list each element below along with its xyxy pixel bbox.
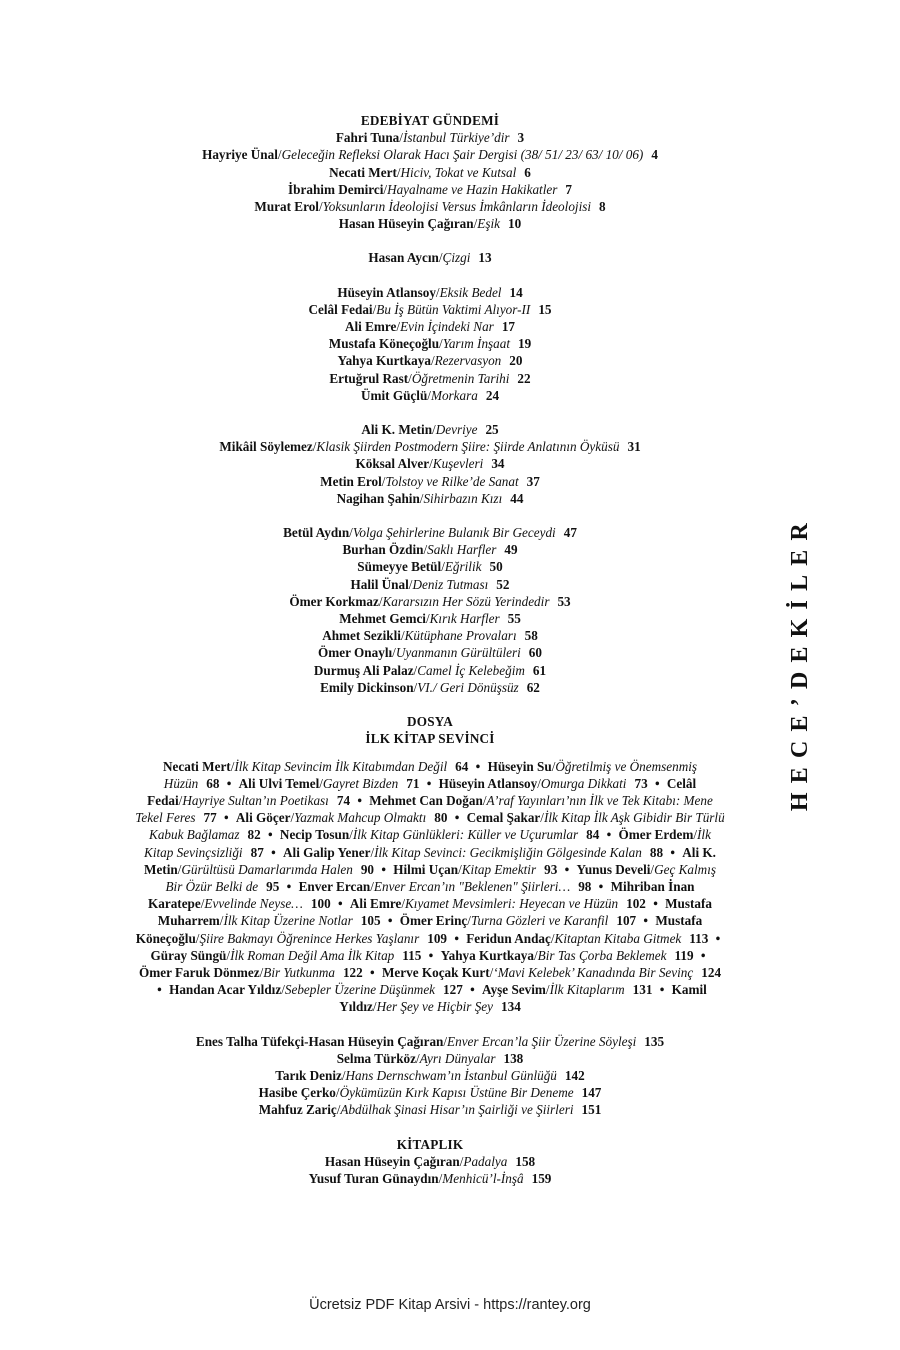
entry-author: Nagihan Şahin xyxy=(336,490,420,506)
entry-title: Öğretilmiş ve Önemsenmiş Hüzün xyxy=(163,758,698,791)
toc-entry: Selma Türköz/Ayrı Dünyalar 138 xyxy=(336,1050,524,1066)
entry-title: Padalya xyxy=(463,1153,508,1169)
bullet-separator: • xyxy=(700,947,706,963)
entry-title: Öykümüzün Kırk Kapısı Üstüne Bir Deneme xyxy=(339,1085,574,1101)
entry-title: Bir Yutkunma xyxy=(263,964,335,980)
entry-page: 77 xyxy=(203,810,217,826)
entry-author: Ömer Korkmaz xyxy=(289,593,379,609)
entry-author: Ayşe Sevim xyxy=(482,982,546,998)
entry-title: Eğrilik xyxy=(444,559,482,575)
dosya-entry: Mustafa Muharrem/İlk Kitap Üzerine Notlar 105 xyxy=(157,896,712,929)
toc-entry: Tarık Deniz/Hans Dernschwam’ın İstanbul Günlüğü 142 xyxy=(275,1067,585,1083)
toc-entry: Yahya Kurtkaya/Rezervasyon 20 xyxy=(337,353,523,369)
entry-title: Bu İş Bütün Vaktimi Alıyor-II xyxy=(376,301,531,317)
entry-page: 7 xyxy=(565,181,572,197)
entry-author: Güray Süngü xyxy=(150,947,227,963)
entry-page: 134 xyxy=(501,999,521,1015)
entry-author: Hüseyin Su xyxy=(487,758,552,774)
entry-page: 52 xyxy=(496,576,510,592)
toc-entry: Mustafa Köneçoğlu/Yarım İnşaat 19 xyxy=(328,336,532,352)
entry-title: Kararsızın Her Sözü Yerindedir xyxy=(382,593,550,609)
entry-title: İlk Roman Değil Ama İlk Kitap xyxy=(230,947,395,963)
entry-author: Ali Galip Yener xyxy=(283,844,371,860)
entry-page: 142 xyxy=(564,1067,585,1083)
entry-author: Mehmet Can Doğan xyxy=(369,792,483,808)
entry-title: Camel İç Kelebeğim xyxy=(417,662,525,678)
entry-author: Ali K. Metin xyxy=(144,844,716,877)
bullet-separator: • xyxy=(157,982,162,998)
toc-entry: Ömer Korkmaz/Kararsızın Her Sözü Yerindedir 53 xyxy=(289,593,571,609)
entry-page: 8 xyxy=(599,199,606,215)
dosya-entry: Celâl Fedai/Hayriye Sultan’ın Poetikası 74 xyxy=(147,775,697,808)
entry-page: 95 xyxy=(266,878,280,894)
entry-author: Ümit Güçlü xyxy=(360,387,428,403)
bullet-separator: • xyxy=(268,827,273,843)
toc-entry: Hayriye Ünal/Geleceğin Refleksi Olarak Hacı Şair Dergisi (38/ 51/ 23/ 63/ 10/ 06) 4 xyxy=(202,147,658,163)
dosya-entry: Feridun Andaç/Kitaptan Kitaba Gitmek 113 xyxy=(466,930,709,946)
entry-page: 84 xyxy=(586,827,600,843)
entry-page: 50 xyxy=(489,559,503,575)
toc-entry: Celâl Fedai/Bu İş Bütün Vaktimi Alıyor-II 15 xyxy=(308,301,552,317)
entry-title: Kütüphane Provaları xyxy=(404,628,517,644)
entry-author: Merve Koçak Kurt xyxy=(381,964,490,980)
entry-author: Yusuf Turan Günaydın xyxy=(308,1170,439,1186)
entry-author: Necati Mert xyxy=(329,164,397,180)
entry-page: 31 xyxy=(627,439,641,455)
toc-entry: Sümeyye Betül/Eğrilik 50 xyxy=(357,559,503,575)
toc-entry: Mahfuz Zariç/Abdülhak Şinasi Hisar’ın Şairliği ve Şiirleri 151 xyxy=(258,1102,602,1118)
entry-page: 71 xyxy=(406,775,420,791)
entry-title: Yoksunların İdeolojisi Versus İmkânların İdeolojisi xyxy=(322,199,592,215)
entry-author: Burhan Özdin xyxy=(342,542,424,558)
bullet-separator: • xyxy=(654,775,660,791)
dosya-entry: Yunus Develi/Geç Kalmış Bir Özür Belki de 95 xyxy=(165,861,716,894)
entry-author: Ömer Erdem xyxy=(618,827,694,843)
entry-page: 124 xyxy=(701,964,722,980)
entry-author: Ömer Faruk Dönmez xyxy=(138,964,260,980)
dosya-entry: Cemal Şakar/İlk Kitap İlk Aşk Gibidir Bir Türlü Kabuk Bağlamaz 82 xyxy=(149,810,725,843)
entry-page: 135 xyxy=(644,1033,665,1049)
entry-page: 4 xyxy=(651,147,658,163)
entry-author: Ömer Onaylı xyxy=(318,645,393,661)
entry-page: 60 xyxy=(528,645,542,661)
table-of-contents xyxy=(120,112,740,1187)
entry-page: 61 xyxy=(532,662,547,678)
entry-title: Morkara xyxy=(430,387,478,403)
entry-title: Ayrı Dünyalar xyxy=(419,1050,496,1066)
bullet-separator: • xyxy=(454,930,459,946)
entry-title: İlk Kitap Sevinci: Gecikmişliğin Gölgesinde Kalan xyxy=(374,844,642,860)
entry-author: Metin Erol xyxy=(320,473,382,489)
entry-title: Şiire Bakmayı Öğrenince Herkes Yaşlanır xyxy=(199,930,420,946)
toc-entry: Enes Talha Tüfekçi-Hasan Hüseyin Çağıran/Enver Ercan’la Şiir Üzerine Söyleşi 135 xyxy=(195,1033,665,1049)
entry-author: Köksal Alver xyxy=(355,456,430,472)
entry-author: Yahya Kurtkaya xyxy=(440,947,534,963)
entry-title: Uyanmanın Gürültüleri xyxy=(395,645,521,661)
entry-author: Murat Erol xyxy=(254,199,319,215)
entry-page: 93 xyxy=(544,861,558,877)
dosya-entry: Mehmet Can Doğan/A’raf Yayınları’nın İlk ve Tek Kitabı: Mene Tekel Feres 77 xyxy=(135,792,713,826)
entry-page: 15 xyxy=(538,301,552,317)
entry-title: Klasik Şiirden Postmodern Şiire: Şiirde Anlatının Öyküsü xyxy=(316,439,620,455)
bullet-separator: • xyxy=(337,896,343,912)
entry-author: Enes Talha Tüfekçi-Hasan Hüseyin Çağıran xyxy=(195,1033,444,1049)
entry-author: Selma Türköz xyxy=(336,1050,416,1066)
entry-author: Kamil Yıldız xyxy=(339,982,707,1015)
entry-title: Rezervasyon xyxy=(434,353,502,369)
entry-author: Tarık Deniz xyxy=(275,1067,342,1083)
toc-entry: Durmuş Ali Palaz/Camel İç Kelebeğim 61 xyxy=(313,662,547,678)
bullet-separator: • xyxy=(426,775,432,791)
entry-page: 113 xyxy=(689,930,709,946)
bullet-separator: • xyxy=(470,982,475,998)
bullet-separator: • xyxy=(643,913,649,929)
entry-page: 64 xyxy=(455,758,469,774)
entry-title: Hayriye Sultan’ın Poetikası xyxy=(182,792,329,808)
bullet-separator: • xyxy=(475,758,481,774)
entry-page: 131 xyxy=(632,982,653,998)
entry-title: Bir Tas Çorba Beklemek xyxy=(537,947,667,963)
entry-title: Hans Dernschwam’ın İstanbul Günlüğü xyxy=(345,1067,557,1083)
entry-page: 98 xyxy=(578,878,592,894)
entry-page: 158 xyxy=(515,1153,536,1169)
toc-entry: Hasibe Çerko/Öykümüzün Kırk Kapısı Üstüne Bir Deneme 147 xyxy=(258,1085,602,1101)
toc-entry: Betül Aydın/Volga Şehirlerine Bulanık Bir Geceydi 47 xyxy=(283,525,577,541)
entry-author: Fahri Tuna xyxy=(335,130,400,146)
section-heading: EDEBİYAT GÜNDEMİ xyxy=(360,113,500,128)
dosya-entry: Yahya Kurtkaya/Bir Tas Çorba Beklemek 119 xyxy=(440,947,694,963)
toc-entry: Nagihan Şahin/Sihirbazın Kızı 44 xyxy=(336,490,524,506)
entry-title: Evin İçindeki Nar xyxy=(400,319,494,335)
footer-text: Ücretsiz PDF Kitap Arsivi - https://rantey.org xyxy=(309,1297,591,1313)
dosya-entry: Güray Süngü/İlk Roman Değil Ama İlk Kitap 115 xyxy=(150,947,422,963)
entry-author: Hasibe Çerko xyxy=(258,1085,336,1101)
dosya-entry: Necip Tosun/İlk Kitap Günlükleri: Küller ve Uçurumlar 84 xyxy=(279,827,600,843)
dosya-entry: Hüseyin Su/Öğretilmiş ve Önemsenmiş Hüzün 68 xyxy=(163,758,698,791)
toc-entry: Burhan Özdin/Saklı Harfler 49 xyxy=(342,542,518,558)
entry-page: 80 xyxy=(434,810,448,826)
entry-author: Mihriban İnan Karatepe xyxy=(148,878,695,912)
bullet-separator: • xyxy=(223,810,229,826)
dosya-entry: Ali Galip Yener/İlk Kitap Sevinci: Gecikmişliğin Gölgesinde Kalan 88 xyxy=(283,844,664,860)
toc-entry: Mehmet Gemci/Kırık Harfler 55 xyxy=(339,611,521,627)
toc-entry: Emily Dickinson/VI./ Geri Dönüşsüz 62 xyxy=(320,679,540,695)
entry-title: Devriye xyxy=(435,422,478,438)
entry-page: 107 xyxy=(616,913,637,929)
entry-page: 10 xyxy=(508,216,522,232)
entry-title: Sebepler Üzerine Düşünmek xyxy=(284,982,436,998)
entry-author: Mehmet Gemci xyxy=(339,611,426,627)
entry-author: Mustafa Köneçoğlu xyxy=(135,913,703,946)
entry-page: 14 xyxy=(509,284,523,300)
bullet-separator: • xyxy=(454,810,460,826)
toc-entry: Köksal Alver/Kuşevleri 34 xyxy=(355,456,505,472)
entry-author: Ertuğrul Rast xyxy=(329,370,409,386)
entry-author: Ali Göçer xyxy=(235,810,291,826)
entry-author: Hasan Aycın xyxy=(368,250,439,266)
entry-title: Menhicü’l-İnşâ xyxy=(442,1170,524,1186)
side-title-text: HECE’DEKİLER xyxy=(787,513,813,812)
entry-title: Hayalname ve Hazin Hakikatler xyxy=(387,181,558,197)
entry-author: Hasan Hüseyin Çağıran xyxy=(338,216,474,232)
dosya-entry: Ali Göçer/Yazmak Mahcup Olmaktı 80 xyxy=(235,810,448,826)
bullet-separator: • xyxy=(606,827,612,843)
bullet-separator: • xyxy=(564,861,570,877)
entry-page: 88 xyxy=(649,844,664,860)
dosya-entry: Ali Emre/Kıyamet Mevsimleri: Heyecan ve Hüzün 102 xyxy=(349,896,646,912)
bullet-separator: • xyxy=(598,878,604,894)
entry-page: 55 xyxy=(507,611,521,627)
entry-author: Hüseyin Atlansoy xyxy=(438,775,538,791)
entry-title: Eksik Bedel xyxy=(439,284,502,300)
bullet-separator: • xyxy=(653,896,658,912)
entry-author: İbrahim Demirci xyxy=(288,181,384,197)
entry-page: 74 xyxy=(336,792,351,808)
bullet-separator: • xyxy=(387,913,393,929)
entry-title: Deniz Tutması xyxy=(412,576,489,592)
entry-page: 24 xyxy=(485,387,500,403)
entry-page: 6 xyxy=(524,164,531,180)
entry-page: 119 xyxy=(674,947,694,963)
entry-author: Hasan Hüseyin Çağıran xyxy=(324,1153,460,1169)
entry-author: Handan Acar Yıldız xyxy=(169,982,282,998)
entry-title: Kırık Harfler xyxy=(429,611,500,627)
bullet-separator: • xyxy=(428,947,434,963)
entry-title: Çizgi xyxy=(442,250,471,266)
entry-author: Mikâil Söylemez xyxy=(219,439,313,455)
bullet-separator: • xyxy=(370,964,375,980)
bullet-separator: • xyxy=(670,844,675,860)
bullet-separator: • xyxy=(381,861,386,877)
dosya-entry: Kamil Yıldız/Her Şey ve Hiçbir Şey 134 xyxy=(339,982,707,1015)
entry-author: Hilmi Uçan xyxy=(393,861,459,877)
entry-page: 90 xyxy=(360,861,375,877)
entry-page: 159 xyxy=(531,1170,552,1186)
entry-title: İstanbul Türkiye’dir xyxy=(402,130,510,146)
toc-entry: Hasan Hüseyin Çağıran/Padalya 158 xyxy=(324,1153,536,1169)
entry-author: Halil Ünal xyxy=(350,576,409,592)
toc-entry: Halil Ünal/Deniz Tutması 52 xyxy=(350,576,510,592)
entry-page: 151 xyxy=(581,1102,602,1118)
toc-entry: Necati Mert/Hiciv, Tokat ve Kutsal 6 xyxy=(329,164,531,180)
entry-author: Necati Mert xyxy=(162,758,231,774)
entry-page: 138 xyxy=(503,1050,524,1066)
entry-title: İlk Kitap İlk Aşk Gibidir Bir Türlü Kabuk Bağlamaz xyxy=(149,810,725,843)
entry-author: Necip Tosun xyxy=(279,827,350,843)
entry-author: Hayriye Ünal xyxy=(202,147,278,163)
entry-title: Gayret Bizden xyxy=(322,775,399,791)
entry-title: İlk Kitap Günlükleri: Küller ve Uçurumlar xyxy=(352,827,579,843)
dosya-entry: Ayşe Sevim/İlk Kitaplarım 131 xyxy=(482,982,653,998)
entry-author: Sümeyye Betül xyxy=(357,559,442,575)
dosya-entry: Hüseyin Atlansoy/Omurga Dikkati 73 xyxy=(438,775,648,791)
entry-page: 20 xyxy=(509,353,523,369)
entry-page: 68 xyxy=(206,775,220,791)
dosya-heading: DOSYA xyxy=(407,714,453,730)
entry-page: 19 xyxy=(518,336,532,352)
entry-page: 53 xyxy=(557,593,571,609)
entry-author: Betül Aydın xyxy=(283,525,350,541)
entry-title: ‘Mavi Kelebek’ Kanadında Bir Sevinç xyxy=(493,964,694,980)
dosya-entry: Mihriban İnan Karatepe/Evvelinde Neyse… 100 xyxy=(148,878,695,912)
entry-title: İlk Kitaplarım xyxy=(549,982,625,998)
entry-page: 109 xyxy=(427,930,448,946)
kitaplik-heading: KİTAPLIK xyxy=(396,1136,464,1152)
entry-page: 13 xyxy=(478,250,492,266)
entry-title: Tolstoy ve Rilke’de Sanat xyxy=(385,473,519,489)
toc-entry: Ümit Güçlü/Morkara 24 xyxy=(360,387,500,403)
bullet-separator: • xyxy=(226,775,232,791)
entry-title: Abdülhak Şinasi Hisar’ın Şairliği ve Şiirleri xyxy=(340,1102,574,1118)
entry-author: Ahmet Sezikli xyxy=(322,628,401,644)
entry-author: Hüseyin Atlansoy xyxy=(337,284,436,300)
entry-page: 147 xyxy=(581,1085,602,1101)
toc-entry: Ahmet Sezikli/Kütüphane Provaları 58 xyxy=(322,628,538,644)
entry-page: 87 xyxy=(250,844,264,860)
entry-title: Sihirbazın Kızı xyxy=(423,490,503,506)
side-title xyxy=(780,500,820,825)
entry-page: 102 xyxy=(626,896,646,912)
toc-entry: İbrahim Demirci/Hayalname ve Hazin Hakikatler 7 xyxy=(288,181,572,197)
toc-entry: Yusuf Turan Günaydın/Menhicü’l-İnşâ 159 xyxy=(308,1170,552,1186)
entry-title: Evvelinde Neyse… xyxy=(204,896,303,912)
entry-author: Emily Dickinson xyxy=(320,679,414,695)
entry-title: VI./ Geri Dönüşsüz xyxy=(417,679,519,695)
entry-author: Celâl Fedai xyxy=(308,301,373,317)
dosya-subheading: İLK KİTAP SEVİNCİ xyxy=(365,731,495,747)
entry-page: 22 xyxy=(517,370,531,386)
entry-title: Yazmak Mahcup Olmaktı xyxy=(294,810,427,826)
entry-title: Eşik xyxy=(477,216,501,232)
entry-page: 105 xyxy=(360,913,381,929)
bullet-separator: • xyxy=(357,792,362,808)
toc-entry: Murat Erol/Yoksunların İdeolojisi Versus İmkânların İdeolojisi 8 xyxy=(254,199,606,215)
entry-page: 49 xyxy=(504,542,518,558)
entry-author: Mustafa Muharrem xyxy=(157,896,712,929)
entry-page: 122 xyxy=(342,964,363,980)
bullet-separator: • xyxy=(271,844,276,860)
dosya-entry: Ömer Erdem/İlk Kitap Sevinçsizliği 87 xyxy=(144,827,711,860)
entry-page: 127 xyxy=(443,982,463,998)
entry-title: A’raf Yayınları’nın İlk ve Tek Kitabı: Mene Tekel Feres xyxy=(135,792,713,826)
entry-title: Enver Ercan’la Şiir Üzerine Söyleşi xyxy=(447,1033,637,1049)
entry-page: 3 xyxy=(517,130,525,146)
entry-author: Durmuş Ali Palaz xyxy=(313,662,414,678)
entry-page: 17 xyxy=(501,319,515,335)
dosya-entry: Handan Acar Yıldız/Sebepler Üzerine Düşünmek 127 xyxy=(169,982,463,998)
entry-page: 44 xyxy=(510,490,524,506)
entry-title: Omurga Dikkati xyxy=(540,775,627,791)
entry-title: Kıyamet Mevsimleri: Heyecan ve Hüzün xyxy=(404,896,619,912)
entry-title: Kitap Emektir xyxy=(461,861,537,877)
entry-title: Her Şey ve Hiçbir Şey xyxy=(376,999,494,1015)
entry-author: Feridun Andaç xyxy=(466,930,551,946)
toc-entry: Fahri Tuna/İstanbul Türkiye’dir 3 xyxy=(335,130,525,146)
entry-title: İlk Kitap Sevincim İlk Kitabımdan Değil xyxy=(234,758,448,774)
toc-entry: Hüseyin Atlansoy/Eksik Bedel 14 xyxy=(337,284,523,300)
dosya-entry: Ali K. Metin/Gürültüsü Damarlarımda Halen 90 xyxy=(144,844,716,877)
toc-entry: Ali K. Metin/Devriye 25 xyxy=(361,422,499,438)
entry-page: 115 xyxy=(402,947,422,963)
entry-author: Enver Ercan xyxy=(298,878,371,894)
entry-author: Yahya Kurtkaya xyxy=(337,353,431,369)
toc-entry: Hasan Hüseyin Çağıran/Eşik 10 xyxy=(338,216,522,232)
entry-page: 47 xyxy=(563,525,577,541)
entry-title: Hiciv, Tokat ve Kutsal xyxy=(400,164,517,180)
dosya-entry: Ali Ulvi Temel/Gayret Bizden 71 xyxy=(238,775,420,791)
toc-entry: Hasan Aycın/Çizgi 13 xyxy=(368,250,492,266)
dosya-entry: Merve Koçak Kurt/‘Mavi Kelebek’ Kanadında Bir Sevinç 124 xyxy=(381,964,722,980)
entry-title: İlk Kitap Üzerine Notlar xyxy=(223,913,353,929)
entry-title: Turna Gözleri ve Karanfil xyxy=(470,913,609,929)
entry-author: Cemal Şakar xyxy=(466,810,541,826)
entry-title: Geç Kalmış Bir Özür Belki de xyxy=(165,861,716,894)
entry-title: İlk Kitap Sevinçsizliği xyxy=(144,827,711,860)
entry-author: Ali Emre xyxy=(344,319,397,335)
dosya-entry: Ömer Erinç/Turna Gözleri ve Karanfil 107 xyxy=(399,913,637,929)
dosya-entry: Hilmi Uçan/Kitap Emektir 93 xyxy=(393,861,558,877)
entry-title: Gürültüsü Damarlarımda Halen xyxy=(181,861,353,877)
dosya-entry: Necati Mert/İlk Kitap Sevincim İlk Kitabımdan Değil 64 xyxy=(162,758,469,774)
entry-page: 37 xyxy=(526,473,540,489)
entry-author: Ali Emre xyxy=(349,896,402,912)
entry-title: Geleceğin Refleksi Olarak Hacı Şair Dergisi (38/ 51/ 23/ 63/ 10/ 06) xyxy=(281,147,644,163)
bullet-separator: • xyxy=(715,930,721,946)
entry-title: Volga Şehirlerine Bulanık Bir Geceydi xyxy=(352,525,556,541)
dosya-entry: Enver Ercan/Enver Ercan’ın "Beklenen" Şiirleri… 98 xyxy=(298,878,592,894)
entry-page: 58 xyxy=(524,628,538,644)
entry-title: Yarım İnşaat xyxy=(442,336,511,352)
entry-page: 62 xyxy=(526,679,540,695)
entry-page: 82 xyxy=(247,827,261,843)
entry-title: Kitaptan Kitaba Gitmek xyxy=(554,930,682,946)
toc-entry: Ali Emre/Evin İçindeki Nar 17 xyxy=(344,319,515,335)
toc-entry: Ertuğrul Rast/Öğretmenin Tarihi 22 xyxy=(329,370,531,386)
bullet-separator: • xyxy=(286,878,292,894)
entry-author: Celâl Fedai xyxy=(147,775,697,808)
dosya-paragraph xyxy=(135,758,725,1016)
entry-page: 73 xyxy=(634,775,648,791)
entry-page: 25 xyxy=(485,422,499,438)
toc-entry: Ömer Onaylı/Uyanmanın Gürültüleri 60 xyxy=(318,645,542,661)
entry-author: Ali K. Metin xyxy=(361,422,433,438)
entry-title: Kuşevleri xyxy=(432,456,484,472)
entry-author: Mustafa Köneçoğlu xyxy=(328,336,440,352)
toc-entry: Metin Erol/Tolstoy ve Rilke’de Sanat 37 xyxy=(320,473,540,489)
entry-title: Enver Ercan’ın "Beklenen" Şiirleri… xyxy=(373,878,571,894)
toc-entry: Mikâil Söylemez/Klasik Şiirden Postmodern Şiire: Şiirde Anlatının Öyküsü 31 xyxy=(219,439,641,455)
entry-title: Öğretmenin Tarihi xyxy=(411,370,510,386)
bullet-separator: • xyxy=(659,982,665,998)
entry-title: Saklı Harfler xyxy=(427,542,497,558)
entry-author: Ali Ulvi Temel xyxy=(238,775,320,791)
entry-page: 34 xyxy=(491,456,505,472)
dosya-entry: Mustafa Köneçoğlu/Şiire Bakmayı Öğrenince Herkes Yaşlanır 109 xyxy=(135,913,703,946)
entry-author: Mahfuz Zariç xyxy=(258,1102,337,1118)
entry-page: 100 xyxy=(310,896,331,912)
entry-author: Ömer Erinç xyxy=(399,913,468,929)
entry-author: Yunus Develi xyxy=(576,861,651,877)
dosya-entry: Ömer Faruk Dönmez/Bir Yutkunma 122 xyxy=(138,964,363,980)
